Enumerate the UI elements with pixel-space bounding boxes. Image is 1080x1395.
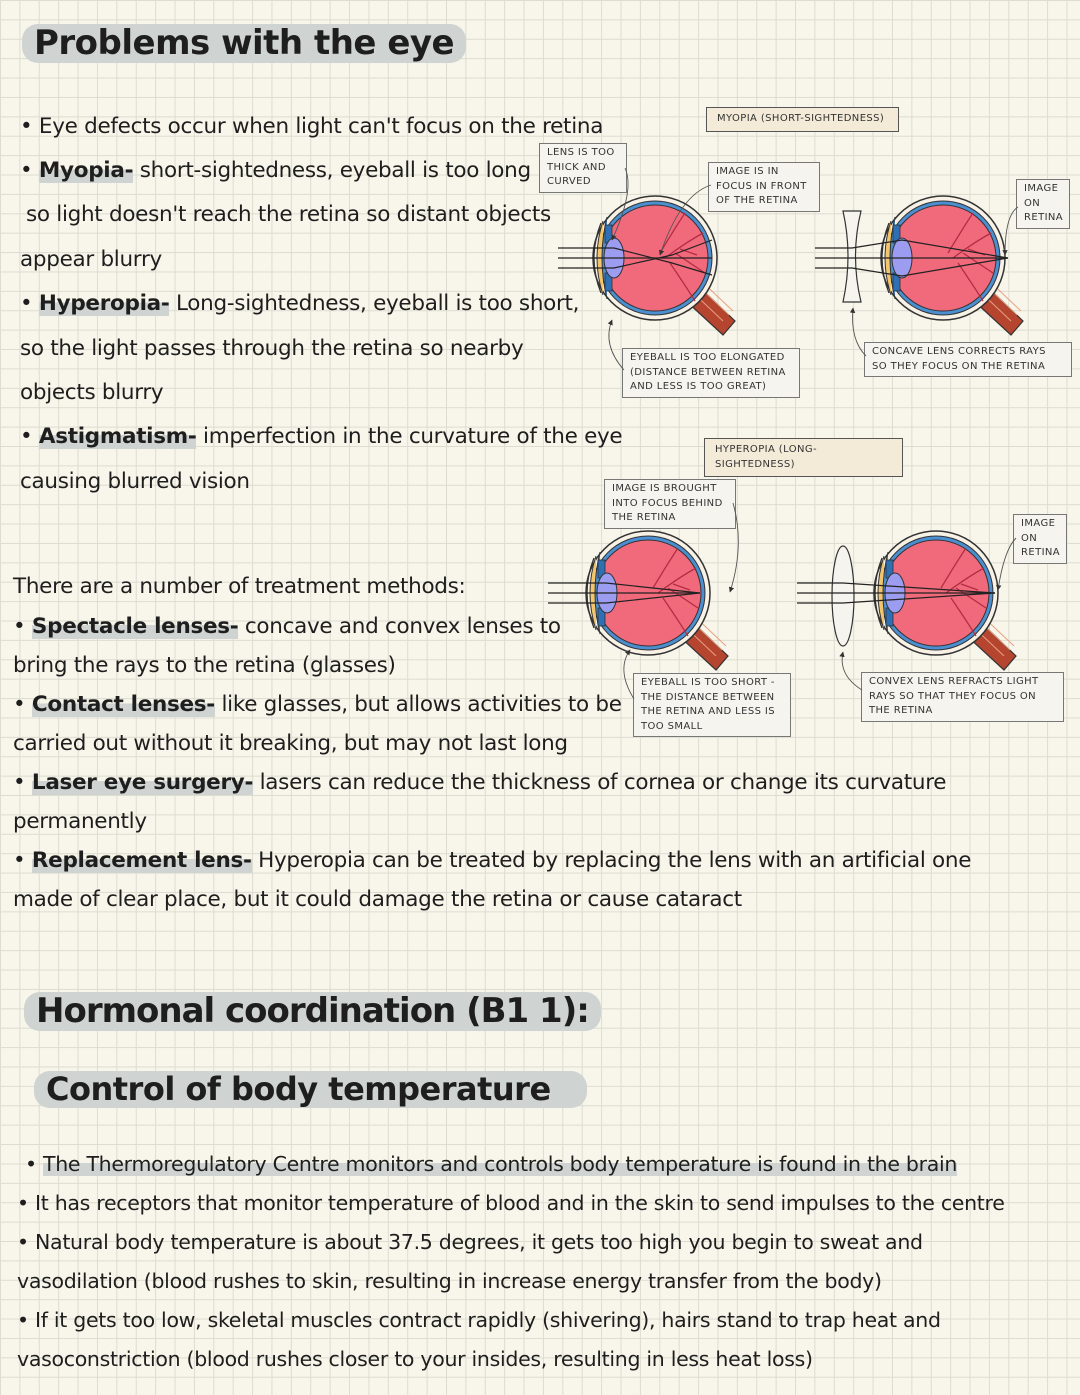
treatments-intro: There are a number of treatment methods: [13, 574, 466, 599]
convex-correction-label: CONVEX LENS REFRACTS LIGHT RAYS SO THAT THEY FOCUS ON THE RETINA [861, 672, 1064, 722]
myopia-eyeball-label: EYEBALL IS TOO ELONGATED (DISTANCE BETWEEN RETINA AND LESS IS TOO GREAT) [622, 348, 800, 398]
laser-line-2: permanently [13, 809, 147, 834]
hyperopia-image-retina-label: IMAGE ON RETINA [1013, 514, 1067, 564]
hyperopia-line-3: objects blurry [20, 380, 164, 405]
bullet-spectacles: • Spectacle lenses- concave and convex lenses to [13, 614, 561, 639]
spectacles-line-2: bring the rays to the retina (glasses) [13, 653, 396, 678]
myopia-image-retina-label: IMAGE ON RETINA [1016, 179, 1070, 229]
bullet-myopia: • Myopia- short-sightedness, eyeball is too long [20, 158, 531, 183]
myopia-focus-label: IMAGE IS IN FOCUS IN FRONT OF THE RETINA [708, 162, 820, 212]
concave-correction-label: CONCAVE LENS CORRECTS RAYS SO THEY FOCUS ON THE RETINA [864, 342, 1072, 377]
hormonal-bullet-4-cont: vasoconstriction (blood rushes closer to your insides, resulting in less heat loss) [17, 1347, 813, 1371]
contacts-line-2: carried out without it breaking, but may not last long [13, 731, 568, 756]
astigmatism-line-2: causing blurred vision [20, 469, 250, 494]
hyperopia-eyeball-label: EYEBALL IS TOO SHORT - THE DISTANCE BETWEEN THE RETINA AND LESS IS TOO SMALL [633, 673, 791, 737]
hormonal-bullet-3: • Natural body temperature is about 37.5 degrees, it gets too high you begin to sweat and [17, 1230, 923, 1254]
myopia-line-2: so light doesn't reach the retina so distant objects [26, 202, 551, 227]
replacement-line-2: made of clear place, but it could damage the retina or cause cataract [13, 887, 742, 912]
hyperopia-line-2: so the light passes through the retina so nearby [20, 336, 524, 361]
hormonal-bullet-1: • The Thermoregulatory Centre monitors and controls body temperature is found in the brain [25, 1152, 958, 1176]
lens-thick-label: LENS IS TOO THICK AND CURVED [539, 143, 627, 193]
myopia-title-label: MYOPIA (SHORT-SIGHTEDNESS) [706, 107, 899, 132]
hormonal-bullet-3-cont: vasodilation (blood rushes to skin, resulting in increase energy transfer from the body) [17, 1269, 882, 1293]
hormonal-bullets [17, 0, 1077, 1395]
body-temp-subtitle: Control of body temperature [34, 1071, 587, 1108]
hyperopia-focus-label: IMAGE IS BROUGHT INTO FOCUS BEHIND THE RETINA [604, 479, 736, 529]
bullet-contacts: • Contact lenses- like glasses, but allows activities to be [13, 692, 622, 717]
bullet-hyperopia: • Hyperopia- Long-sightedness, eyeball is too short, [20, 291, 580, 316]
hormonal-bullet-4: • If it gets too low, skeletal muscles contract rapidly (shivering), hairs stand to trap heat and [17, 1308, 941, 1332]
bullet-replacement: • Replacement lens- Hyperopia can be treated by replacing the lens with an artificial one [13, 848, 972, 873]
page-title: Problems with the eye [22, 24, 466, 63]
hyperopia-title-label: HYPEROPIA (LONG-SIGHTEDNESS) [704, 438, 903, 477]
bullet-intro: • Eye defects occur when light can't focus on the retina [20, 114, 604, 139]
hormonal-title: Hormonal coordination (B1 1): [24, 992, 601, 1031]
bullet-laser: • Laser eye surgery- lasers can reduce the thickness of cornea or change its curvature [13, 770, 947, 795]
hormonal-bullet-2: • It has receptors that monitor temperature of blood and in the skin to send impulses to the centre [17, 1191, 1005, 1215]
myopia-line-3: appear blurry [20, 247, 162, 272]
bullet-astigmatism: • Astigmatism- imperfection in the curvature of the eye [20, 424, 623, 449]
